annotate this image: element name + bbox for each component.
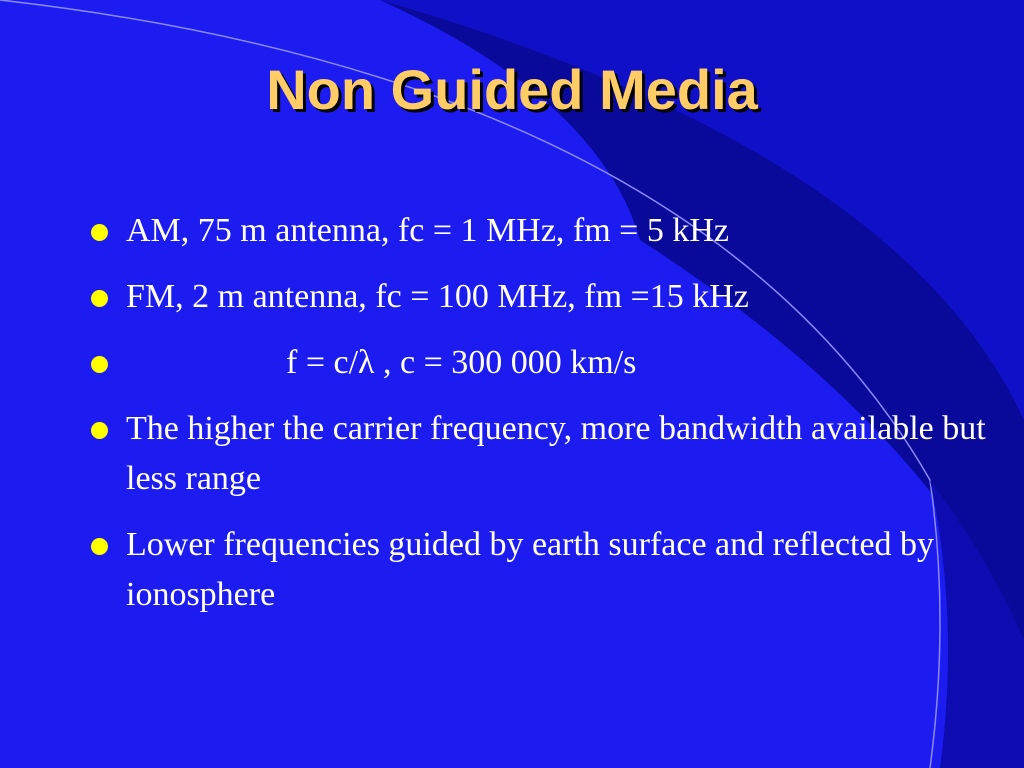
list-item xyxy=(88,338,998,388)
bullet-text: FM, 2 m antenna, fc = 100 MHz, fm =15 kHz xyxy=(126,278,749,315)
bullet-icon xyxy=(91,422,108,439)
list-item xyxy=(88,206,998,256)
list-item xyxy=(88,404,998,504)
bullet-text: Lower frequencies guided by earth surface and reflected by ionosphere xyxy=(126,526,935,613)
bullet-list xyxy=(88,206,998,636)
bullet-text: AM, 75 m antenna, fc = 1 MHz, fm = 5 kHz xyxy=(126,212,730,249)
bullet-icon xyxy=(91,224,108,241)
bullet-icon xyxy=(91,356,108,373)
list-item xyxy=(88,272,998,322)
bullet-icon xyxy=(91,290,108,307)
bullet-text: The higher the carrier frequency, more bandwidth available but less range xyxy=(126,410,986,497)
bullet-icon xyxy=(91,538,108,555)
bullet-text: f = c/λ , c = 300 000 km/s xyxy=(286,344,637,381)
list-item xyxy=(88,520,998,620)
slide-title: Non Guided Media xyxy=(266,58,758,121)
